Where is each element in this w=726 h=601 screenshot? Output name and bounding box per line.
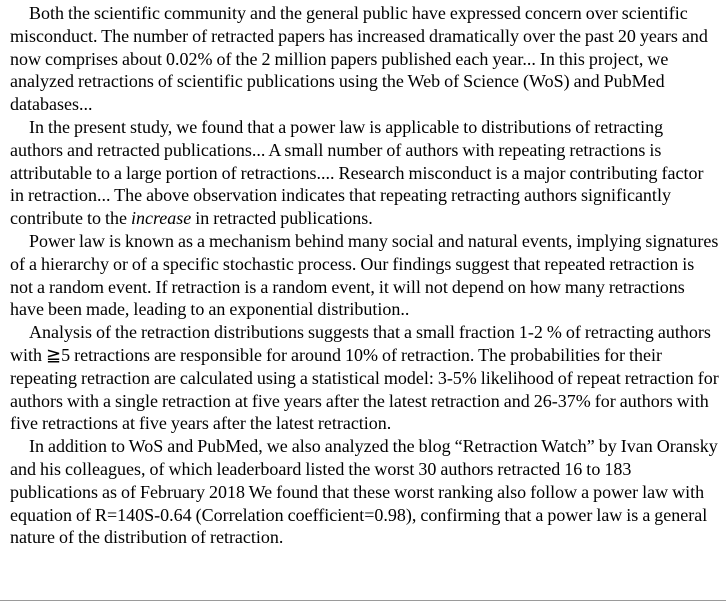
paragraph-retraction-analysis: Analysis of the retraction distributions suggests that a small fraction 1-2 % of retracting authors with ≧5 retractions are responsible for around 10% of retraction. The probabilities for their repeating retraction are calculated using a statistical model: 3-5% likelihood of repeat retraction for authors with a single retraction at five years after the latest retraction and 26-37% for authors with five retractions at five years after the latest retraction. <box>10 322 719 434</box>
paragraph-text-before-emphasis: In the present study, we found that a power law is applicable to distributions of retracting authors and retracted publications... A small number of authors with repeating retractions is attributable to a large portion of retractions.... Research misconduct is a major contributing factor in retraction... The above observation indicates that repeating retracting authors significantly contribute to the <box>10 116 704 229</box>
paragraph-intro: Both the scientific community and the general public have expressed concern over scientific misconduct. The number of retracted papers has increased dramatically over the past 20 years and now comprises about 0.02% of the 2 million papers published each year... In this project, we analyzed retractions of scientific publications using the Web of Science (WoS) and PubMed databases... <box>10 3 708 115</box>
emphasized-word: increase <box>130 208 192 229</box>
paragraph-power-law-mechanism: Power law is known as a mechanism behind many social and natural events, implying signatures of a hierarchy or of a specific stochastic process. Our findings suggest that repeated retraction is not a random event. If retraction is a random event, it will not depend on how many retractions have been made, leading to an exponential distribution.. <box>10 230 719 320</box>
paragraph-power-law-finding <box>10 116 720 230</box>
paragraph-retraction-watch: In addition to WoS and PubMed, we also analyzed the blog “Retraction Watch” by Ivan Oransky and his colleagues, of which leaderboard listed the worst 30 authors retracted 16 to 183 publications as of February 2018 We found that these worst ranking also follow a power law with equation of R=140S-0.64 (Correlation coefficient=0.98), confirming that a power law is a general nature of the distribution of retraction. <box>10 436 718 548</box>
paragraph-text-after-emphasis: in retracted publications. <box>191 208 373 229</box>
